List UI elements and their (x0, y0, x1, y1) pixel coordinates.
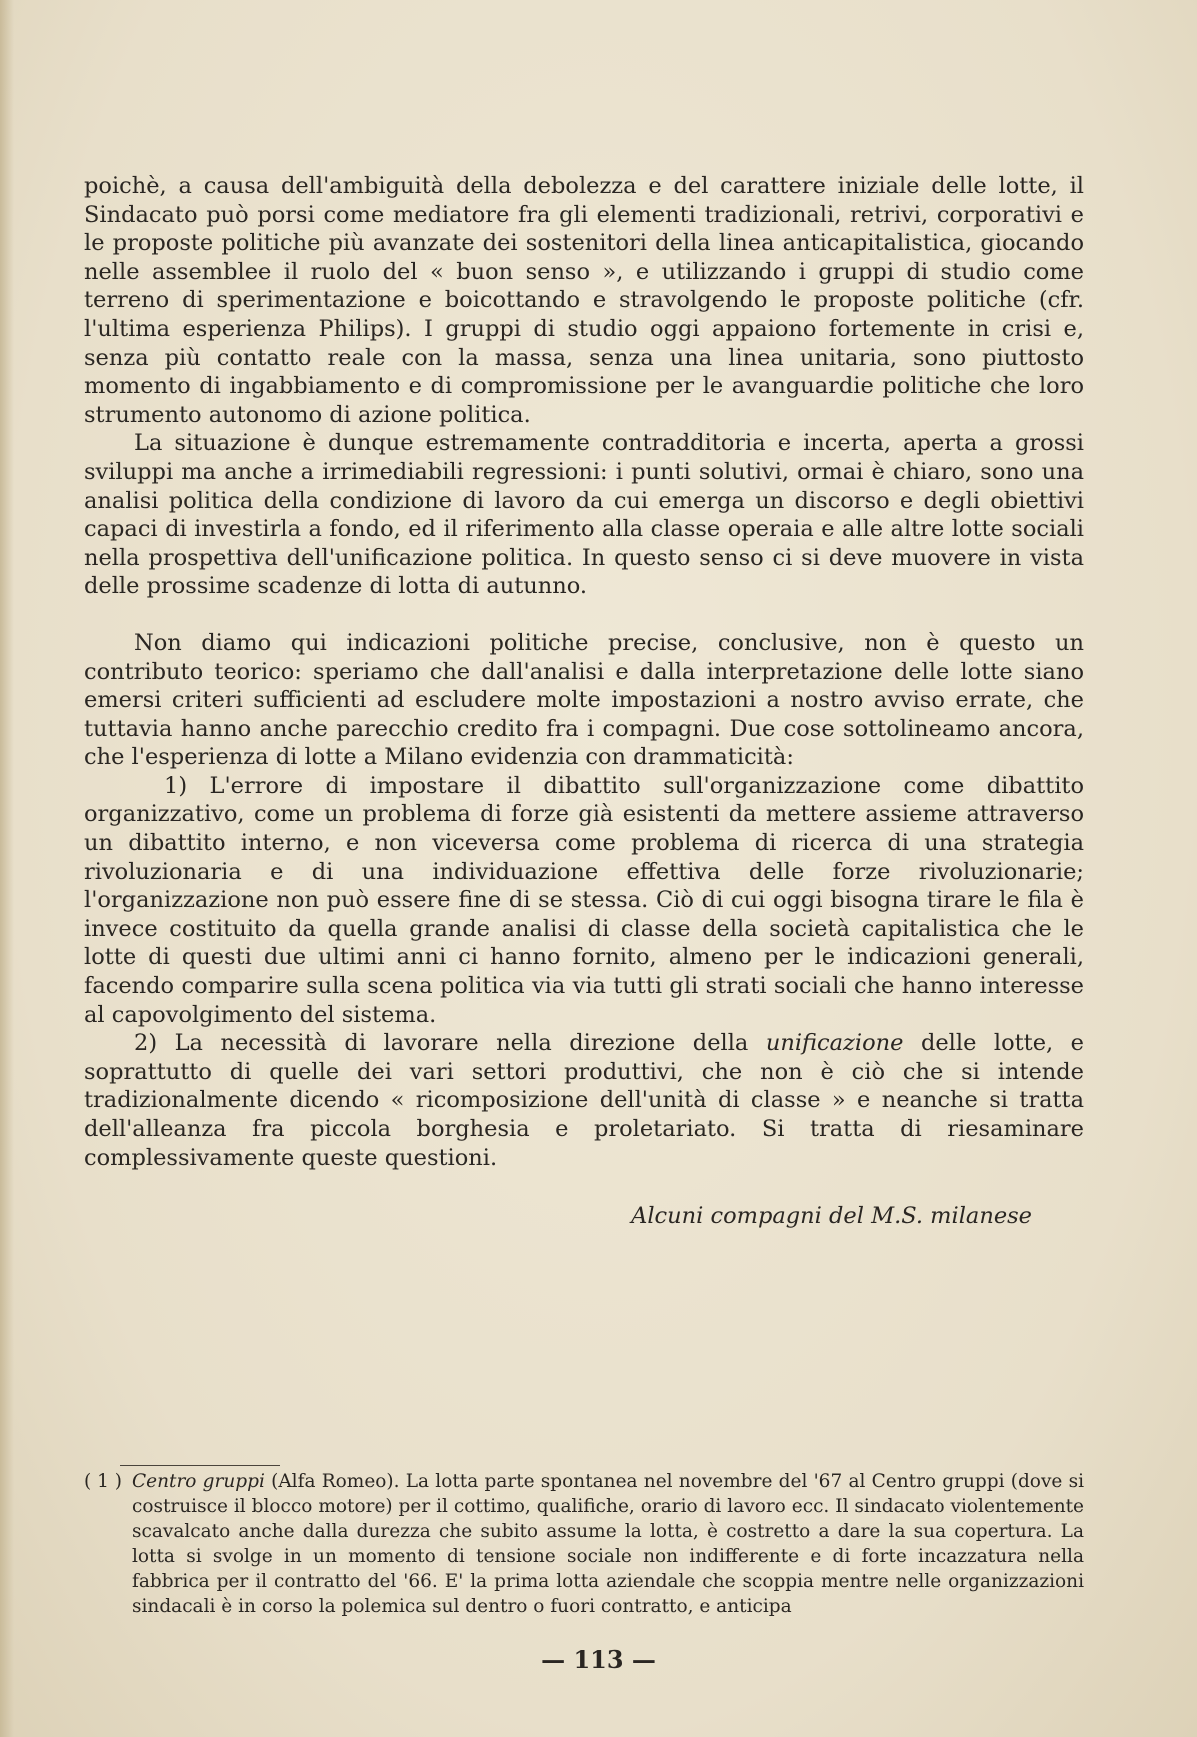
footnote-title: Centro gruppi (132, 1471, 265, 1492)
paragraph-3: Non diamo qui indicazioni politiche precise, conclusive, non è questo un contributo teorico: speriamo che dall'analisi e dalla interpretazione delle lotte siano emersi criteri sufficienti ad escludere molte impostazioni a nostro avviso errate, che tuttavia hanno anche parecchio credito fra i compagni. Due cose sottolineamo ancora, che l'esperienza di lotte a Milano evidenzia con drammaticità: (84, 629, 1084, 771)
footnote-divider (120, 1465, 280, 1466)
paragraph-2: La situazione è dunque estremamente contradditoria e incerta, aperta a grossi sviluppi ma anche a irrimediabili regressioni: i punti solutivi, ormai è chiaro, sono una analisi politica della condizione di lavoro da cui emerga un discorso e degli obiettivi capaci di investirla a fondo, ed il riferimento alla classe operaia e alle altre lotte sociali nella prospettiva dell'unificazione politica. In questo senso ci si deve muovere in vista delle prossime scadenze di lotta di autunno. (84, 430, 1084, 600)
signature: Alcuni compagni del M.S. milanese (631, 1203, 1032, 1230)
page-binding-shadow (0, 0, 14, 1737)
footnote-body (132, 1469, 1084, 1619)
page-number: — 113 — (541, 1645, 656, 1674)
list-point-2 (84, 1029, 1084, 1172)
list-point-2-after: delle lotte, e soprattutto di quelle dei vari settori produttivi, che non è ciò che si intende tradizionalmente dicendo « ricomposizione dell'unità di classe » e neanche si tratta dell'alleanza fra piccola borghesia e proletariato. Si tratta di riesaminare complessivamente queste questioni. (84, 1030, 1084, 1171)
footnote-text: (Alfa Romeo). La lotta parte spontanea nel novembre del '67 al Centro gruppi (dove si costruisce il blocco motore) per il cottimo, qualifiche, orario di lavoro ecc. Il sindacato violentemente scavalcato anche dalla durezza che subito assume la lotta, è costretto a dare la sua copertura. La lotta si svolge in un momento di tensione sociale non indifferente e di forte incazzatura nella fabbrica per il contratto del '66. E' la prima lotta aziendale che scoppia mentre nelle organizzazioni sindacali è in corso la polemica sul dentro o fuori contratto, e anticipa (132, 1471, 1084, 1617)
main-text (84, 172, 1084, 1231)
list-point-1: 1) L'errore di impostare il dibattito sull'organizzazione come dibattito organizzativo, come un problema di forze già esistenti da mettere assieme attraverso un dibattito interno, e non viceversa come problema di ricerca di una strategia rivoluzionaria e di una individuazione effettiva delle forze rivoluzionarie; l'organizzazione non può essere fine di se stessa. Ciò di cui oggi bisogna tirare le fila è invece costituito da quella grande analisi di classe della società capitalistica che le lotte di questi due ultimi anni ci hanno fornito, almeno per le indicazioni generali, facendo comparire sulla scena politica via via tutti gli strati sociali che hanno interesse al capovolgimento del sistema. (84, 772, 1084, 1028)
list-point-2-before: 2) La necessità di lavorare nella direzione della (134, 1030, 766, 1057)
paragraph-1: poichè, a causa dell'ambiguità della debolezza e del carattere iniziale delle lotte, il Sindacato può porsi come mediatore fra gli elementi tradizionali, retrivi, corporativi e le proposte politiche più avanzate dei sostenitori della linea anticapitalistica, giocando nelle assemblee il ruolo del « buon senso », e utilizzando i gruppi di studio come terreno di sperimentazione e boicottando e stravolgendo le proposte politiche (cfr. l'ultima esperienza Philips). I gruppi di studio oggi appaiono fortemente in crisi e, senza più contatto reale con la massa, senza una linea unitaria, sono piuttosto momento di ingabbiamento e di compromissione per le avanguardie politiche che loro strumento autonomo di azione politica. (84, 173, 1084, 428)
footnote-number: ( 1 ) (84, 1471, 122, 1492)
footnote (84, 1469, 1084, 1619)
list-point-2-emphasis: unificazione (765, 1030, 904, 1057)
